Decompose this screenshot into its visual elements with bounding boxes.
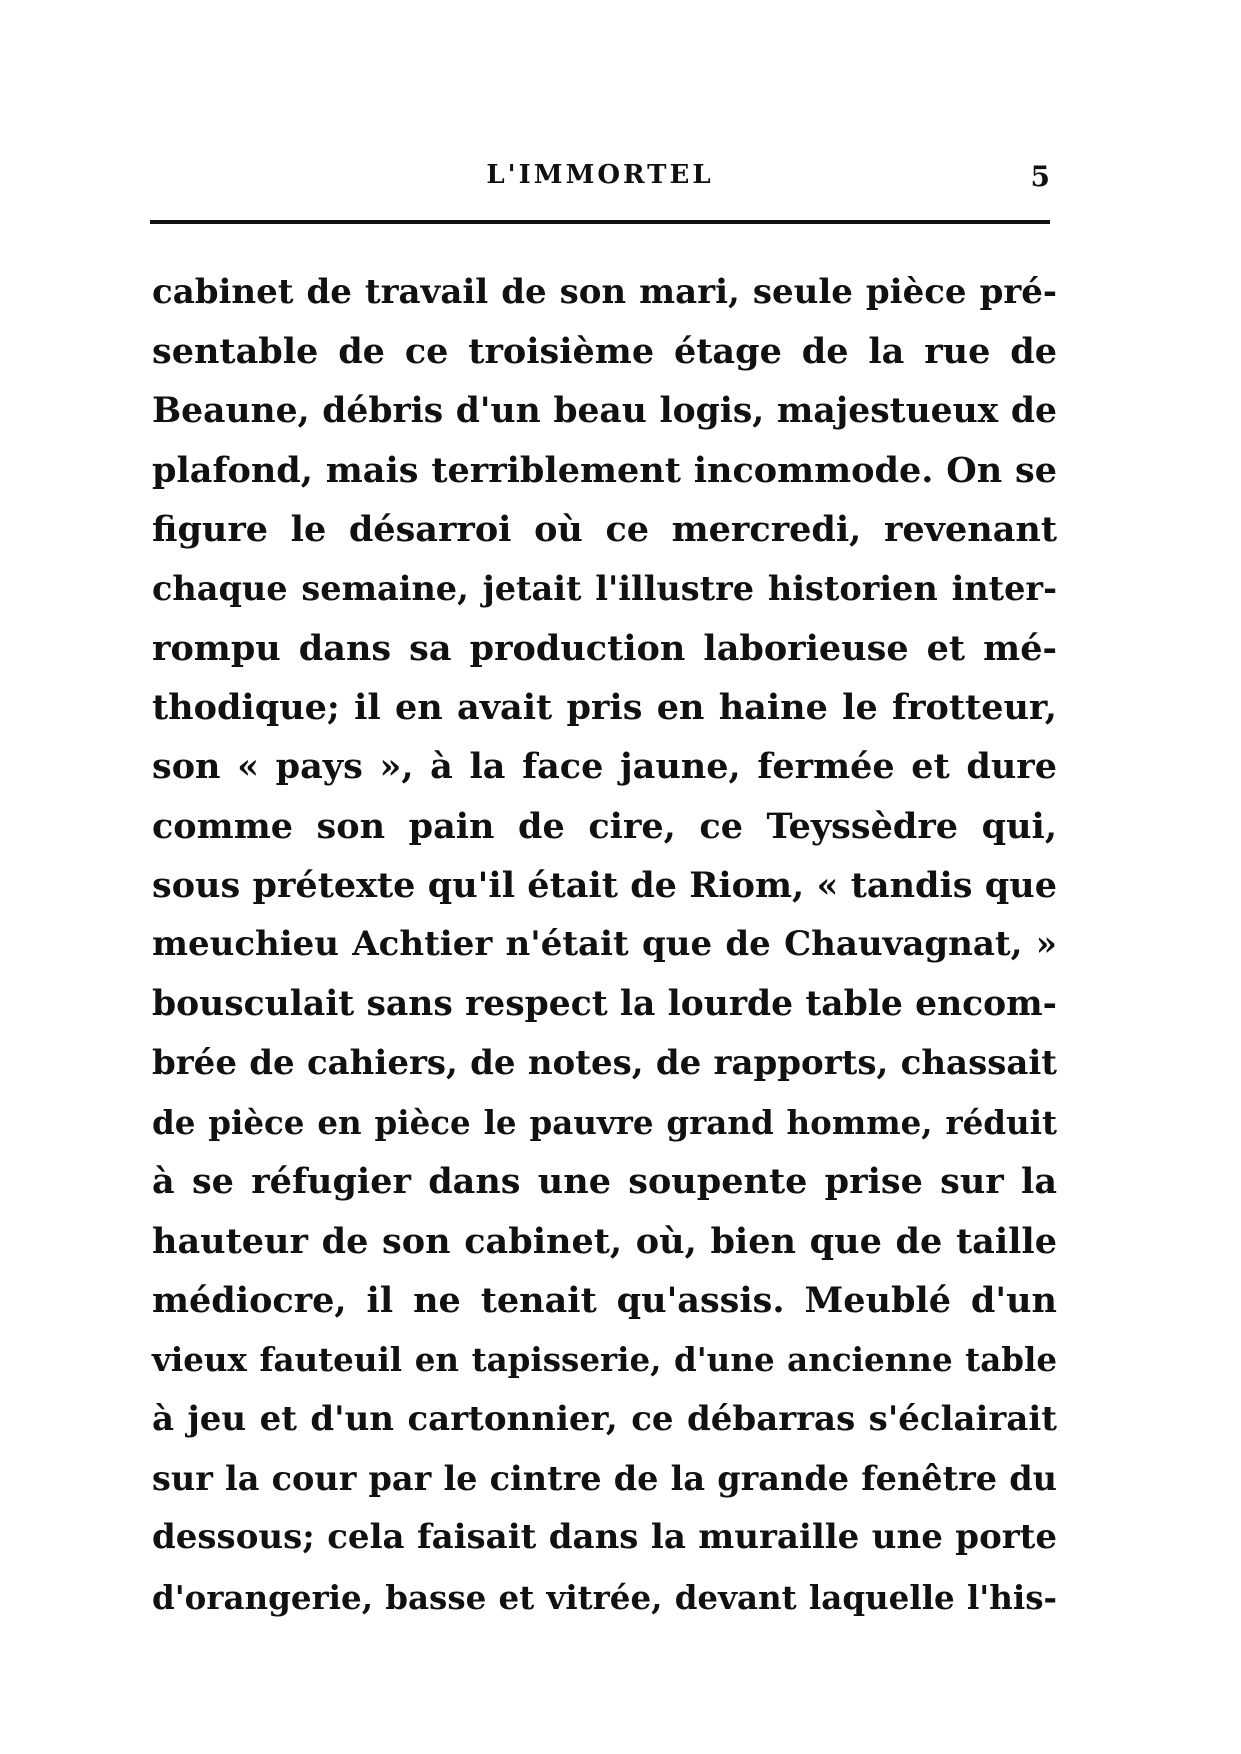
text-line: de pièce en pièce le pauvre grand homme, réduit xyxy=(152,1103,1057,1143)
running-title: L'IMMORTEL xyxy=(486,160,714,190)
text-line: rompu dans sa production laborieuse et mé- xyxy=(152,627,1057,669)
text-line: meuchieu Achtier n'était que de Chauvagnat, » xyxy=(152,924,1057,965)
text-line: d'orangerie, basse et vitrée, devant laquelle l'his- xyxy=(152,1577,1057,1617)
text-line: plafond, mais terriblement incommode. On se xyxy=(152,449,1057,491)
text-line: comme son pain de cire, ce Teyssèdre qui, xyxy=(152,805,1057,847)
text-line: à jeu et d'un cartonnier, ce débarras s'éclairait xyxy=(152,1398,1057,1439)
text-line: brée de cahiers, de notes, de rapports, chassait xyxy=(152,1042,1057,1083)
text-line: figure le désarroi où ce mercredi, revenant xyxy=(152,509,1057,551)
text-line: à se réfugier dans une soupente prise sur la xyxy=(152,1161,1057,1203)
text-line: Beaune, débris d'un beau logis, majestueux de xyxy=(152,390,1057,431)
text-line: cabinet de travail de son mari, seule pièce pré- xyxy=(152,272,1057,312)
text-line: son « pays », à la face jaune, fermée et dure xyxy=(152,746,1057,788)
text-line: chaque semaine, jetait l'illustre historien inter- xyxy=(152,569,1057,609)
body-text xyxy=(152,263,1057,1627)
text-line: dessous; cela faisait dans la muraille une porte xyxy=(152,1517,1057,1558)
text-line: thodique; il en avait pris en haine le frotteur, xyxy=(152,687,1057,729)
page-number: 5 xyxy=(1030,160,1050,193)
text-line: hauteur de son cabinet, où, bien que de taille xyxy=(152,1220,1057,1262)
text-line: sur la cour par le cintre de la grande fenêtre du xyxy=(152,1458,1057,1498)
text-line: bousculait sans respect la lourde table encom- xyxy=(152,983,1057,1024)
text-line: vieux fauteuil en tapisserie, d'une ancienne table xyxy=(152,1340,1057,1380)
running-head xyxy=(150,160,1050,200)
text-line: sentable de ce troisième étage de la rue de xyxy=(152,331,1057,373)
header-rule xyxy=(150,220,1050,224)
text-line: médiocre, il ne tenait qu'assis. Meublé d'un xyxy=(152,1280,1057,1322)
text-line: sous prétexte qu'il était de Riom, « tandis que xyxy=(152,864,1057,906)
